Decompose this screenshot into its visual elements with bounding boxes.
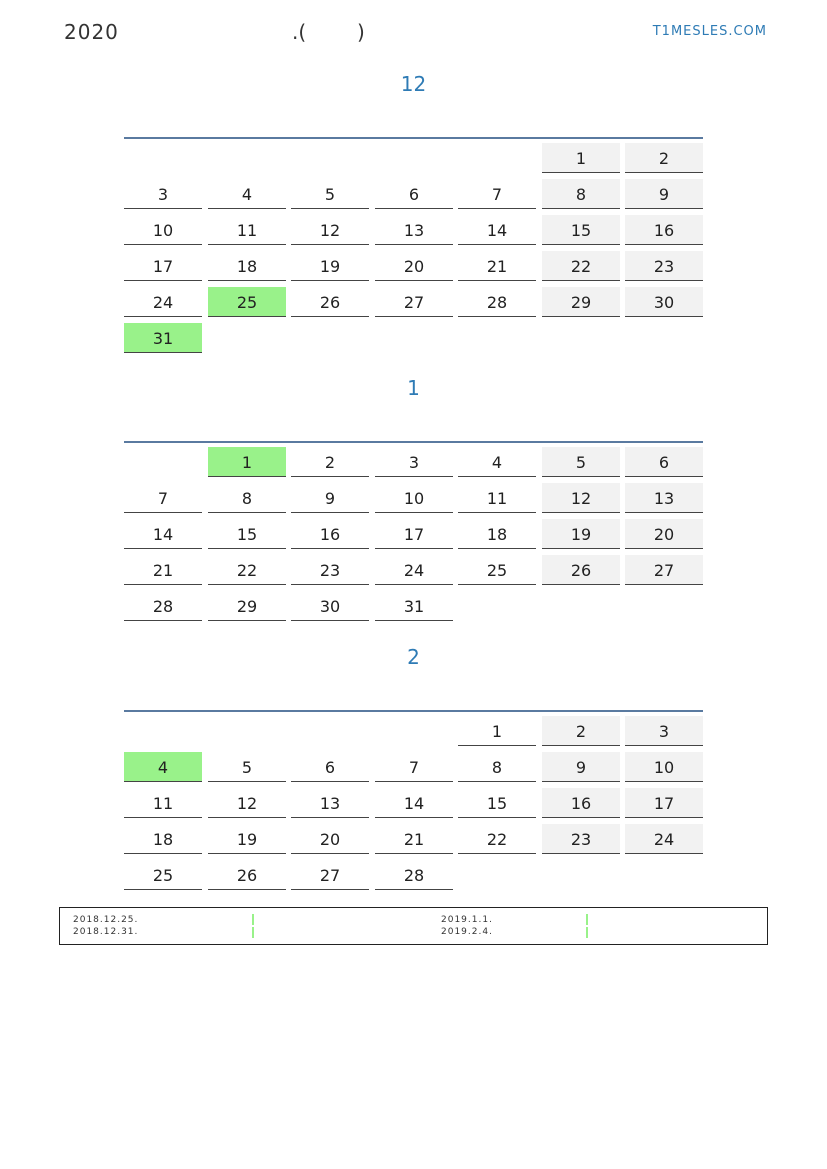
calendar-day-cell: 11 bbox=[124, 788, 202, 818]
calendar-day-cell: 5 bbox=[291, 179, 369, 209]
calendar-day-cell: 14 bbox=[124, 519, 202, 549]
calendar-day-cell: 8 bbox=[458, 752, 536, 782]
calendar-day-cell: 20 bbox=[291, 824, 369, 854]
calendar-day-cell: 5 bbox=[542, 447, 620, 477]
month-title-january: 1 bbox=[407, 376, 420, 400]
calendar-top-rule bbox=[124, 441, 703, 443]
calendar-day-cell: 28 bbox=[375, 860, 453, 890]
calendar-day-cell: 15 bbox=[542, 215, 620, 245]
calendar-day-cell: 16 bbox=[291, 519, 369, 549]
calendar-day-cell: 24 bbox=[124, 287, 202, 317]
calendar-day-cell: 12 bbox=[542, 483, 620, 513]
calendar-day-cell: 8 bbox=[208, 483, 286, 513]
calendar-day-cell: 7 bbox=[124, 483, 202, 513]
calendar-day-cell: 27 bbox=[375, 287, 453, 317]
calendar-day-cell: 10 bbox=[625, 752, 703, 782]
holiday-marker-icon bbox=[252, 927, 254, 938]
calendar-day-cell: 13 bbox=[375, 215, 453, 245]
legend-date: 2019.2.4. bbox=[441, 927, 493, 937]
calendar-day-cell: 19 bbox=[208, 824, 286, 854]
calendar-day-cell: 11 bbox=[208, 215, 286, 245]
calendar-day-cell: 10 bbox=[124, 215, 202, 245]
calendar-day-cell: 2 bbox=[625, 143, 703, 173]
calendar-day-cell: 22 bbox=[458, 824, 536, 854]
calendar-day-cell: 24 bbox=[375, 555, 453, 585]
calendar-day-cell: 1 bbox=[208, 447, 286, 477]
calendar-day-cell: 31 bbox=[124, 323, 202, 353]
calendar-top-rule bbox=[124, 710, 703, 712]
calendar-day-cell: 4 bbox=[208, 179, 286, 209]
calendar-day-cell: 27 bbox=[291, 860, 369, 890]
calendar-day-cell: 19 bbox=[542, 519, 620, 549]
legend-date: 2018.12.31. bbox=[73, 927, 139, 937]
calendar-day-cell: 23 bbox=[542, 824, 620, 854]
month-title-december: 12 bbox=[400, 72, 427, 96]
calendar-day-cell: 2 bbox=[291, 447, 369, 477]
holiday-marker-icon bbox=[586, 914, 588, 925]
calendar-day-cell: 17 bbox=[625, 788, 703, 818]
calendar-day-cell: 26 bbox=[291, 287, 369, 317]
calendar-day-cell: 11 bbox=[458, 483, 536, 513]
site-link[interactable]: T1MESLES.COM bbox=[652, 24, 767, 39]
calendar-day-cell: 12 bbox=[208, 788, 286, 818]
calendar-day-cell: 26 bbox=[542, 555, 620, 585]
calendar-day-cell: 30 bbox=[291, 591, 369, 621]
calendar-day-cell: 22 bbox=[542, 251, 620, 281]
legend-date: 2018.12.25. bbox=[73, 915, 139, 925]
calendar-day-cell: 1 bbox=[542, 143, 620, 173]
calendar-day-cell: 19 bbox=[291, 251, 369, 281]
calendar-day-cell: 28 bbox=[124, 591, 202, 621]
calendar-day-cell: 12 bbox=[291, 215, 369, 245]
calendar-day-cell: 25 bbox=[208, 287, 286, 317]
calendar-day-cell: 21 bbox=[124, 555, 202, 585]
calendar-day-cell: 23 bbox=[625, 251, 703, 281]
calendar-day-cell: 21 bbox=[458, 251, 536, 281]
calendar-day-cell: 13 bbox=[291, 788, 369, 818]
calendar-day-cell: 22 bbox=[208, 555, 286, 585]
calendar-day-cell: 18 bbox=[458, 519, 536, 549]
holiday-legend bbox=[59, 907, 768, 945]
calendar-day-cell: 9 bbox=[542, 752, 620, 782]
calendar-day-cell: 18 bbox=[208, 251, 286, 281]
calendar-top-rule bbox=[124, 137, 703, 139]
calendar-day-cell: 3 bbox=[625, 716, 703, 746]
calendar-day-cell: 25 bbox=[124, 860, 202, 890]
calendar-day-cell: 27 bbox=[625, 555, 703, 585]
calendar-day-cell: 2 bbox=[542, 716, 620, 746]
calendar-day-cell: 16 bbox=[542, 788, 620, 818]
calendar-day-cell: 24 bbox=[625, 824, 703, 854]
calendar-day-cell: 31 bbox=[375, 591, 453, 621]
legend-date: 2019.1.1. bbox=[441, 915, 493, 925]
calendar-day-cell: 15 bbox=[208, 519, 286, 549]
calendar-day-cell: 21 bbox=[375, 824, 453, 854]
calendar-day-cell: 7 bbox=[458, 179, 536, 209]
calendar-day-cell: 29 bbox=[208, 591, 286, 621]
calendar-day-cell: 20 bbox=[375, 251, 453, 281]
calendar-day-cell: 9 bbox=[291, 483, 369, 513]
calendar-day-cell: 3 bbox=[124, 179, 202, 209]
holiday-marker-icon bbox=[586, 927, 588, 938]
calendar-day-cell: 23 bbox=[291, 555, 369, 585]
calendar-day-cell: 15 bbox=[458, 788, 536, 818]
calendar-day-cell: 6 bbox=[291, 752, 369, 782]
header-year: 2020 bbox=[64, 20, 119, 44]
calendar-day-cell: 1 bbox=[458, 716, 536, 746]
header-subtitle: .( ) bbox=[292, 20, 365, 44]
calendar-day-cell: 20 bbox=[625, 519, 703, 549]
calendar-day-cell: 13 bbox=[625, 483, 703, 513]
calendar-day-cell: 4 bbox=[458, 447, 536, 477]
calendar-day-cell: 4 bbox=[124, 752, 202, 782]
calendar-day-cell: 30 bbox=[625, 287, 703, 317]
calendar-day-cell: 9 bbox=[625, 179, 703, 209]
month-title-february: 2 bbox=[407, 645, 420, 669]
calendar-day-cell: 26 bbox=[208, 860, 286, 890]
calendar-day-cell: 28 bbox=[458, 287, 536, 317]
calendar-day-cell: 14 bbox=[458, 215, 536, 245]
calendar-day-cell: 6 bbox=[625, 447, 703, 477]
calendar-day-cell: 5 bbox=[208, 752, 286, 782]
calendar-day-cell: 14 bbox=[375, 788, 453, 818]
calendar-day-cell: 8 bbox=[542, 179, 620, 209]
calendar-day-cell: 17 bbox=[124, 251, 202, 281]
page-header bbox=[0, 0, 827, 60]
calendar-day-cell: 18 bbox=[124, 824, 202, 854]
calendar-day-cell: 7 bbox=[375, 752, 453, 782]
calendar-day-cell: 3 bbox=[375, 447, 453, 477]
holiday-marker-icon bbox=[252, 914, 254, 925]
calendar-day-cell: 10 bbox=[375, 483, 453, 513]
calendar-day-cell: 17 bbox=[375, 519, 453, 549]
calendar-day-cell: 29 bbox=[542, 287, 620, 317]
calendar-day-cell: 25 bbox=[458, 555, 536, 585]
calendar-day-cell: 16 bbox=[625, 215, 703, 245]
calendar-day-cell: 6 bbox=[375, 179, 453, 209]
